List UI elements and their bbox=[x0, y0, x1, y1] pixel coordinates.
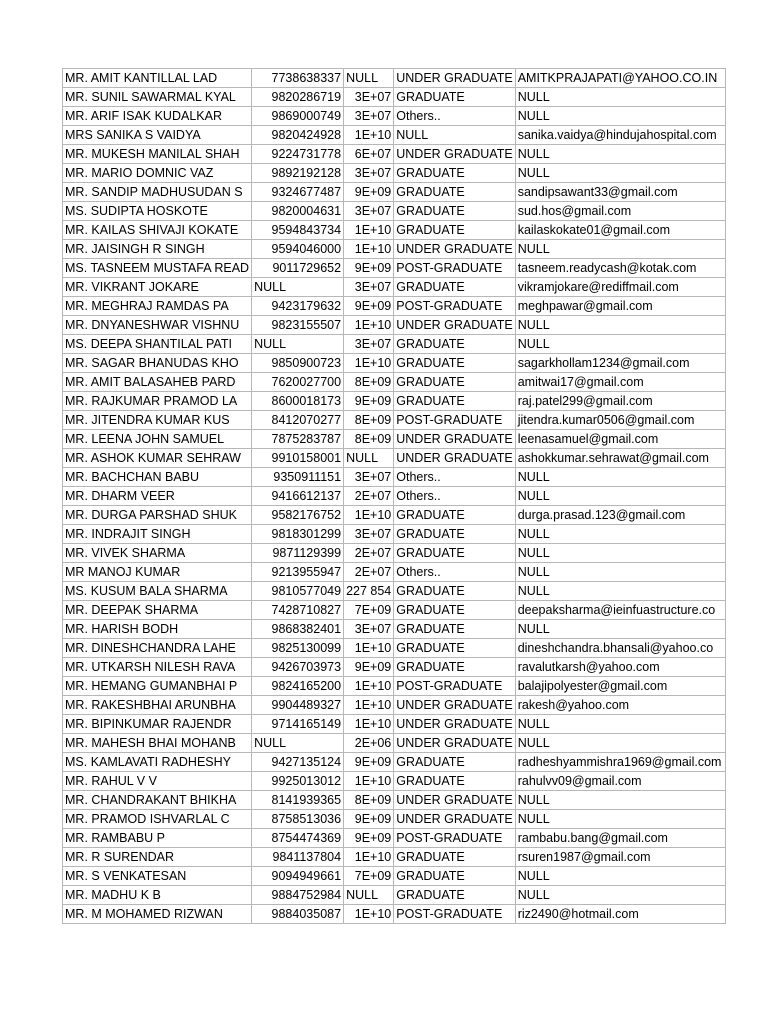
number-cell[interactable]: 3E+07 bbox=[344, 202, 394, 221]
education-cell[interactable]: POST-GRADUATE bbox=[394, 829, 515, 848]
name-cell[interactable]: MR. RAJKUMAR PRAMOD LA bbox=[63, 392, 252, 411]
email-cell[interactable]: leenasamuel@gmail.com bbox=[515, 430, 725, 449]
number-cell[interactable]: 3E+07 bbox=[344, 164, 394, 183]
education-cell[interactable]: UNDER GRADUATE bbox=[394, 240, 515, 259]
number-cell[interactable]: 3E+07 bbox=[344, 88, 394, 107]
phone-cell[interactable]: 9810577049 bbox=[252, 582, 344, 601]
table-body bbox=[63, 69, 726, 924]
table-row bbox=[63, 601, 726, 620]
education-cell[interactable]: GRADUATE bbox=[394, 620, 515, 639]
table-row bbox=[63, 145, 726, 164]
email-cell[interactable]: jitendra.kumar0506@gmail.com bbox=[515, 411, 725, 430]
name-cell[interactable]: MR. VIKRANT JOKARE bbox=[63, 278, 252, 297]
email-cell[interactable]: riz2490@hotmail.com bbox=[515, 905, 725, 924]
email-cell[interactable]: sanika.vaidya@hindujahospital.com bbox=[515, 126, 725, 145]
number-cell[interactable]: 9E+09 bbox=[344, 810, 394, 829]
table-row bbox=[63, 373, 726, 392]
education-cell[interactable]: GRADUATE bbox=[394, 772, 515, 791]
number-cell[interactable]: 2E+07 bbox=[344, 487, 394, 506]
email-cell[interactable]: raj.patel299@gmail.com bbox=[515, 392, 725, 411]
number-cell[interactable]: 9E+09 bbox=[344, 753, 394, 772]
email-cell[interactable]: sud.hos@gmail.com bbox=[515, 202, 725, 221]
table-row bbox=[63, 563, 726, 582]
education-cell[interactable]: POST-GRADUATE bbox=[394, 411, 515, 430]
phone-cell[interactable]: 9820424928 bbox=[252, 126, 344, 145]
table-row bbox=[63, 620, 726, 639]
number-cell[interactable]: 8E+09 bbox=[344, 373, 394, 392]
phone-cell[interactable]: 9850900723 bbox=[252, 354, 344, 373]
table-row bbox=[63, 449, 726, 468]
table-row bbox=[63, 468, 726, 487]
name-cell[interactable]: MR. JAISINGH R SINGH bbox=[63, 240, 252, 259]
phone-cell[interactable]: 9884752984 bbox=[252, 886, 344, 905]
phone-cell[interactable]: 9714165149 bbox=[252, 715, 344, 734]
number-cell[interactable]: 3E+07 bbox=[344, 468, 394, 487]
email-cell[interactable]: NULL bbox=[515, 316, 725, 335]
number-cell[interactable]: NULL bbox=[344, 69, 394, 88]
number-cell[interactable]: 1E+10 bbox=[344, 126, 394, 145]
number-cell[interactable]: 1E+10 bbox=[344, 316, 394, 335]
education-cell[interactable]: GRADUATE bbox=[394, 658, 515, 677]
education-cell[interactable]: UNDER GRADUATE bbox=[394, 69, 515, 88]
education-cell[interactable]: GRADUATE bbox=[394, 886, 515, 905]
education-cell[interactable]: GRADUATE bbox=[394, 354, 515, 373]
number-cell[interactable]: 9E+09 bbox=[344, 259, 394, 278]
phone-cell[interactable]: 8141939365 bbox=[252, 791, 344, 810]
email-cell[interactable]: NULL bbox=[515, 164, 725, 183]
phone-cell[interactable]: 9825130099 bbox=[252, 639, 344, 658]
table-row bbox=[63, 316, 726, 335]
phone-cell[interactable]: 9213955947 bbox=[252, 563, 344, 582]
name-cell[interactable]: MR. VIVEK SHARMA bbox=[63, 544, 252, 563]
email-cell[interactable]: NULL bbox=[515, 810, 725, 829]
name-cell[interactable]: MR. SAGAR BHANUDAS KHO bbox=[63, 354, 252, 373]
name-cell[interactable]: MR. R SURENDAR bbox=[63, 848, 252, 867]
name-cell[interactable]: MR. ARIF ISAK KUDALKAR bbox=[63, 107, 252, 126]
table-row bbox=[63, 259, 726, 278]
name-cell[interactable]: MR. M MOHAMED RIZWAN bbox=[63, 905, 252, 924]
name-cell[interactable]: MS. KUSUM BALA SHARMA bbox=[63, 582, 252, 601]
education-cell[interactable]: GRADUATE bbox=[394, 639, 515, 658]
table-row bbox=[63, 278, 726, 297]
email-cell[interactable]: NULL bbox=[515, 88, 725, 107]
email-cell[interactable]: NULL bbox=[515, 582, 725, 601]
phone-cell[interactable]: 9820286719 bbox=[252, 88, 344, 107]
name-cell[interactable]: MR. DHARM VEER bbox=[63, 487, 252, 506]
table-row bbox=[63, 411, 726, 430]
education-cell[interactable]: GRADUATE bbox=[394, 392, 515, 411]
email-cell[interactable]: amitwai17@gmail.com bbox=[515, 373, 725, 392]
number-cell[interactable]: 6E+07 bbox=[344, 145, 394, 164]
email-cell[interactable]: rsuren1987@gmail.com bbox=[515, 848, 725, 867]
email-cell[interactable]: NULL bbox=[515, 468, 725, 487]
phone-cell[interactable]: 9324677487 bbox=[252, 183, 344, 202]
table-row bbox=[63, 715, 726, 734]
table-row bbox=[63, 658, 726, 677]
phone-cell[interactable]: 9594046000 bbox=[252, 240, 344, 259]
name-cell[interactable]: MR. PRAMOD ISHVARLAL C bbox=[63, 810, 252, 829]
name-cell[interactable]: MR MANOJ KUMAR bbox=[63, 563, 252, 582]
education-cell[interactable]: GRADUATE bbox=[394, 278, 515, 297]
phone-cell[interactable]: 9910158001 bbox=[252, 449, 344, 468]
phone-cell[interactable]: 9868382401 bbox=[252, 620, 344, 639]
email-cell[interactable]: radheshyammishra1969@gmail.com bbox=[515, 753, 725, 772]
table-row bbox=[63, 582, 726, 601]
education-cell[interactable]: GRADUATE bbox=[394, 525, 515, 544]
education-cell[interactable]: Others.. bbox=[394, 487, 515, 506]
number-cell[interactable]: 3E+07 bbox=[344, 278, 394, 297]
number-cell[interactable]: 227 854 bbox=[344, 582, 394, 601]
name-cell[interactable]: MR. CHANDRAKANT BHIKHA bbox=[63, 791, 252, 810]
phone-cell[interactable]: 9426703973 bbox=[252, 658, 344, 677]
phone-cell[interactable]: 9350911151 bbox=[252, 468, 344, 487]
name-cell[interactable]: MR. DEEPAK SHARMA bbox=[63, 601, 252, 620]
email-cell[interactable]: deepaksharma@ieinfuastructure.co bbox=[515, 601, 725, 620]
name-cell[interactable]: MR. LEENA JOHN SAMUEL bbox=[63, 430, 252, 449]
name-cell[interactable]: MS. DEEPA SHANTILAL PATI bbox=[63, 335, 252, 354]
table-row bbox=[63, 867, 726, 886]
education-cell[interactable]: GRADUATE bbox=[394, 202, 515, 221]
name-cell[interactable]: MR. INDRAJIT SINGH bbox=[63, 525, 252, 544]
name-cell[interactable]: MR. DURGA PARSHAD SHUK bbox=[63, 506, 252, 525]
phone-cell[interactable]: 9824165200 bbox=[252, 677, 344, 696]
table-row bbox=[63, 639, 726, 658]
phone-cell[interactable]: 9416612137 bbox=[252, 487, 344, 506]
name-cell[interactable]: MR. MUKESH MANILAL SHAH bbox=[63, 145, 252, 164]
phone-cell[interactable]: 9869000749 bbox=[252, 107, 344, 126]
table-row bbox=[63, 202, 726, 221]
table-row bbox=[63, 221, 726, 240]
education-cell[interactable]: UNDER GRADUATE bbox=[394, 715, 515, 734]
number-cell[interactable]: 9E+09 bbox=[344, 829, 394, 848]
email-cell[interactable]: ravalutkarsh@yahoo.com bbox=[515, 658, 725, 677]
name-cell[interactable]: MR. JITENDRA KUMAR KUS bbox=[63, 411, 252, 430]
email-cell[interactable]: rakesh@yahoo.com bbox=[515, 696, 725, 715]
number-cell[interactable]: 3E+07 bbox=[344, 107, 394, 126]
education-cell[interactable]: NULL bbox=[394, 126, 515, 145]
email-cell[interactable]: NULL bbox=[515, 240, 725, 259]
email-cell[interactable]: rambabu.bang@gmail.com bbox=[515, 829, 725, 848]
table-row bbox=[63, 677, 726, 696]
name-cell[interactable]: MR. HARISH BODH bbox=[63, 620, 252, 639]
table-row bbox=[63, 164, 726, 183]
table-row bbox=[63, 107, 726, 126]
name-cell[interactable]: MS. TASNEEM MUSTAFA READ bbox=[63, 259, 252, 278]
name-cell[interactable]: MR. DINESHCHANDRA LAHE bbox=[63, 639, 252, 658]
table-row bbox=[63, 772, 726, 791]
name-cell[interactable]: MR. RAMBABU P bbox=[63, 829, 252, 848]
phone-cell[interactable]: 7620027700 bbox=[252, 373, 344, 392]
table-row bbox=[63, 734, 726, 753]
phone-cell[interactable]: 9594843734 bbox=[252, 221, 344, 240]
name-cell[interactable]: MR. ASHOK KUMAR SEHRAW bbox=[63, 449, 252, 468]
education-cell[interactable]: POST-GRADUATE bbox=[394, 259, 515, 278]
number-cell[interactable]: 1E+10 bbox=[344, 240, 394, 259]
table-row bbox=[63, 297, 726, 316]
name-cell[interactable]: MS. SUDIPTA HOSKOTE bbox=[63, 202, 252, 221]
number-cell[interactable]: 9E+09 bbox=[344, 183, 394, 202]
table-row bbox=[63, 69, 726, 88]
education-cell[interactable]: Others.. bbox=[394, 107, 515, 126]
table-row bbox=[63, 829, 726, 848]
education-cell[interactable]: UNDER GRADUATE bbox=[394, 734, 515, 753]
email-cell[interactable]: NULL bbox=[515, 563, 725, 582]
name-cell[interactable]: MR. AMIT BALASAHEB PARD bbox=[63, 373, 252, 392]
education-cell[interactable]: POST-GRADUATE bbox=[394, 677, 515, 696]
email-cell[interactable]: rahulvv09@gmail.com bbox=[515, 772, 725, 791]
email-cell[interactable]: kailaskokate01@gmail.com bbox=[515, 221, 725, 240]
table-row bbox=[63, 905, 726, 924]
table-row bbox=[63, 183, 726, 202]
name-cell[interactable]: MS. KAMLAVATI RADHESHY bbox=[63, 753, 252, 772]
email-cell[interactable]: NULL bbox=[515, 715, 725, 734]
number-cell[interactable]: 2E+06 bbox=[344, 734, 394, 753]
email-cell[interactable]: NULL bbox=[515, 867, 725, 886]
number-cell[interactable]: 7E+09 bbox=[344, 867, 394, 886]
education-cell[interactable]: POST-GRADUATE bbox=[394, 905, 515, 924]
email-cell[interactable]: dineshchandra.bhansali@yahoo.co bbox=[515, 639, 725, 658]
email-cell[interactable]: NULL bbox=[515, 886, 725, 905]
number-cell[interactable]: 9E+09 bbox=[344, 392, 394, 411]
number-cell[interactable]: 3E+07 bbox=[344, 335, 394, 354]
number-cell[interactable]: 8E+09 bbox=[344, 430, 394, 449]
name-cell[interactable]: MR. HEMANG GUMANBHAI P bbox=[63, 677, 252, 696]
name-cell[interactable]: MR. AMIT KANTILLAL LAD bbox=[63, 69, 252, 88]
number-cell[interactable]: 1E+10 bbox=[344, 772, 394, 791]
education-cell[interactable]: POST-GRADUATE bbox=[394, 297, 515, 316]
email-cell[interactable]: NULL bbox=[515, 544, 725, 563]
education-cell[interactable]: GRADUATE bbox=[394, 373, 515, 392]
table-row bbox=[63, 791, 726, 810]
number-cell[interactable]: 9E+09 bbox=[344, 658, 394, 677]
phone-cell[interactable]: 9925013012 bbox=[252, 772, 344, 791]
number-cell[interactable]: 3E+07 bbox=[344, 525, 394, 544]
email-cell[interactable]: NULL bbox=[515, 335, 725, 354]
phone-cell[interactable]: 9094949661 bbox=[252, 867, 344, 886]
data-table bbox=[62, 68, 726, 924]
number-cell[interactable]: 1E+10 bbox=[344, 677, 394, 696]
education-cell[interactable]: GRADUATE bbox=[394, 601, 515, 620]
phone-cell[interactable]: 8754474369 bbox=[252, 829, 344, 848]
education-cell[interactable]: GRADUATE bbox=[394, 221, 515, 240]
name-cell[interactable]: MR. MADHU K B bbox=[63, 886, 252, 905]
email-cell[interactable]: ashokkumar.sehrawat@gmail.com bbox=[515, 449, 725, 468]
education-cell[interactable]: GRADUATE bbox=[394, 544, 515, 563]
name-cell[interactable]: MR. UTKARSH NILESH RAVA bbox=[63, 658, 252, 677]
education-cell[interactable]: UNDER GRADUATE bbox=[394, 145, 515, 164]
number-cell[interactable]: 1E+10 bbox=[344, 221, 394, 240]
email-cell[interactable]: NULL bbox=[515, 525, 725, 544]
phone-cell[interactable]: 9820004631 bbox=[252, 202, 344, 221]
education-cell[interactable]: GRADUATE bbox=[394, 506, 515, 525]
name-cell[interactable]: MRS SANIKA S VAIDYA bbox=[63, 126, 252, 145]
phone-cell[interactable]: 9823155507 bbox=[252, 316, 344, 335]
education-cell[interactable]: GRADUATE bbox=[394, 582, 515, 601]
name-cell[interactable]: MR. RAHUL V V bbox=[63, 772, 252, 791]
table-row bbox=[63, 126, 726, 145]
table-row bbox=[63, 753, 726, 772]
number-cell[interactable]: NULL bbox=[344, 449, 394, 468]
education-cell[interactable]: GRADUATE bbox=[394, 848, 515, 867]
number-cell[interactable]: 1E+10 bbox=[344, 506, 394, 525]
phone-cell[interactable]: 9427135124 bbox=[252, 753, 344, 772]
number-cell[interactable]: 1E+10 bbox=[344, 696, 394, 715]
email-cell[interactable]: AMITKPRAJAPATI@YAHOO.CO.IN bbox=[515, 69, 725, 88]
table-row bbox=[63, 392, 726, 411]
email-cell[interactable]: NULL bbox=[515, 620, 725, 639]
education-cell[interactable]: GRADUATE bbox=[394, 164, 515, 183]
phone-cell[interactable]: 9224731778 bbox=[252, 145, 344, 164]
phone-cell[interactable]: 9582176752 bbox=[252, 506, 344, 525]
education-cell[interactable]: GRADUATE bbox=[394, 88, 515, 107]
phone-cell[interactable]: 8600018173 bbox=[252, 392, 344, 411]
number-cell[interactable]: 9E+09 bbox=[344, 297, 394, 316]
name-cell[interactable]: MR. MARIO DOMNIC VAZ bbox=[63, 164, 252, 183]
phone-cell[interactable]: 7875283787 bbox=[252, 430, 344, 449]
table-row bbox=[63, 487, 726, 506]
education-cell[interactable]: GRADUATE bbox=[394, 335, 515, 354]
education-cell[interactable]: UNDER GRADUATE bbox=[394, 449, 515, 468]
phone-cell[interactable]: 7428710827 bbox=[252, 601, 344, 620]
name-cell[interactable]: MR. BACHCHAN BABU bbox=[63, 468, 252, 487]
education-cell[interactable]: UNDER GRADUATE bbox=[394, 810, 515, 829]
email-cell[interactable]: vikramjokare@rediffmail.com bbox=[515, 278, 725, 297]
name-cell[interactable]: MR. KAILAS SHIVAJI KOKATE bbox=[63, 221, 252, 240]
phone-cell[interactable]: 9011729652 bbox=[252, 259, 344, 278]
email-cell[interactable]: tasneem.readycash@kotak.com bbox=[515, 259, 725, 278]
phone-cell[interactable]: 9423179632 bbox=[252, 297, 344, 316]
table-row bbox=[63, 506, 726, 525]
number-cell[interactable]: 7E+09 bbox=[344, 601, 394, 620]
table-row bbox=[63, 335, 726, 354]
table-row bbox=[63, 886, 726, 905]
table-row bbox=[63, 354, 726, 373]
number-cell[interactable]: 1E+10 bbox=[344, 639, 394, 658]
email-cell[interactable]: sagarkhollam1234@gmail.com bbox=[515, 354, 725, 373]
email-cell[interactable]: sandipsawant33@gmail.com bbox=[515, 183, 725, 202]
email-cell[interactable]: NULL bbox=[515, 734, 725, 753]
phone-cell[interactable]: NULL bbox=[252, 335, 344, 354]
number-cell[interactable]: 2E+07 bbox=[344, 544, 394, 563]
phone-cell[interactable]: 8758513036 bbox=[252, 810, 344, 829]
education-cell[interactable]: UNDER GRADUATE bbox=[394, 430, 515, 449]
education-cell[interactable]: UNDER GRADUATE bbox=[394, 696, 515, 715]
table-row bbox=[63, 430, 726, 449]
phone-cell[interactable]: 9871129399 bbox=[252, 544, 344, 563]
number-cell[interactable]: 3E+07 bbox=[344, 620, 394, 639]
education-cell[interactable]: GRADUATE bbox=[394, 867, 515, 886]
table-row bbox=[63, 696, 726, 715]
name-cell[interactable]: MR. RAKESHBHAI ARUNBHA bbox=[63, 696, 252, 715]
education-cell[interactable]: Others.. bbox=[394, 563, 515, 582]
email-cell[interactable]: NULL bbox=[515, 107, 725, 126]
table-row bbox=[63, 88, 726, 107]
education-cell[interactable]: UNDER GRADUATE bbox=[394, 791, 515, 810]
number-cell[interactable]: 1E+10 bbox=[344, 354, 394, 373]
name-cell[interactable]: MR. SUNIL SAWARMAL KYAL bbox=[63, 88, 252, 107]
phone-cell[interactable]: 9892192128 bbox=[252, 164, 344, 183]
education-cell[interactable]: GRADUATE bbox=[394, 183, 515, 202]
phone-cell[interactable]: NULL bbox=[252, 734, 344, 753]
phone-cell[interactable]: 8412070277 bbox=[252, 411, 344, 430]
name-cell[interactable]: MR. SANDIP MADHUSUDAN S bbox=[63, 183, 252, 202]
education-cell[interactable]: Others.. bbox=[394, 468, 515, 487]
email-cell[interactable]: durga.prasad.123@gmail.com bbox=[515, 506, 725, 525]
number-cell[interactable]: 1E+10 bbox=[344, 905, 394, 924]
education-cell[interactable]: GRADUATE bbox=[394, 753, 515, 772]
number-cell[interactable]: 2E+07 bbox=[344, 563, 394, 582]
table-row bbox=[63, 240, 726, 259]
email-cell[interactable]: balajipolyester@gmail.com bbox=[515, 677, 725, 696]
phone-cell[interactable]: 7738638337 bbox=[252, 69, 344, 88]
table-row bbox=[63, 810, 726, 829]
phone-cell[interactable]: 9841137804 bbox=[252, 848, 344, 867]
phone-cell[interactable]: NULL bbox=[252, 278, 344, 297]
email-cell[interactable]: meghpawar@gmail.com bbox=[515, 297, 725, 316]
name-cell[interactable]: MR. MEGHRAJ RAMDAS PA bbox=[63, 297, 252, 316]
number-cell[interactable]: 8E+09 bbox=[344, 791, 394, 810]
name-cell[interactable]: MR. MAHESH BHAI MOHANB bbox=[63, 734, 252, 753]
email-cell[interactable]: NULL bbox=[515, 487, 725, 506]
name-cell[interactable]: MR. DNYANESHWAR VISHNU bbox=[63, 316, 252, 335]
name-cell[interactable]: MR. BIPINKUMAR RAJENDR bbox=[63, 715, 252, 734]
name-cell[interactable]: MR. S VENKATESAN bbox=[63, 867, 252, 886]
table-row bbox=[63, 848, 726, 867]
table-row bbox=[63, 544, 726, 563]
number-cell[interactable]: 8E+09 bbox=[344, 411, 394, 430]
email-cell[interactable]: NULL bbox=[515, 145, 725, 164]
email-cell[interactable]: NULL bbox=[515, 791, 725, 810]
phone-cell[interactable]: 9884035087 bbox=[252, 905, 344, 924]
spreadsheet bbox=[62, 68, 726, 924]
education-cell[interactable]: UNDER GRADUATE bbox=[394, 316, 515, 335]
table-row bbox=[63, 525, 726, 544]
number-cell[interactable]: 1E+10 bbox=[344, 848, 394, 867]
number-cell[interactable]: NULL bbox=[344, 886, 394, 905]
phone-cell[interactable]: 9818301299 bbox=[252, 525, 344, 544]
number-cell[interactable]: 1E+10 bbox=[344, 715, 394, 734]
phone-cell[interactable]: 9904489327 bbox=[252, 696, 344, 715]
